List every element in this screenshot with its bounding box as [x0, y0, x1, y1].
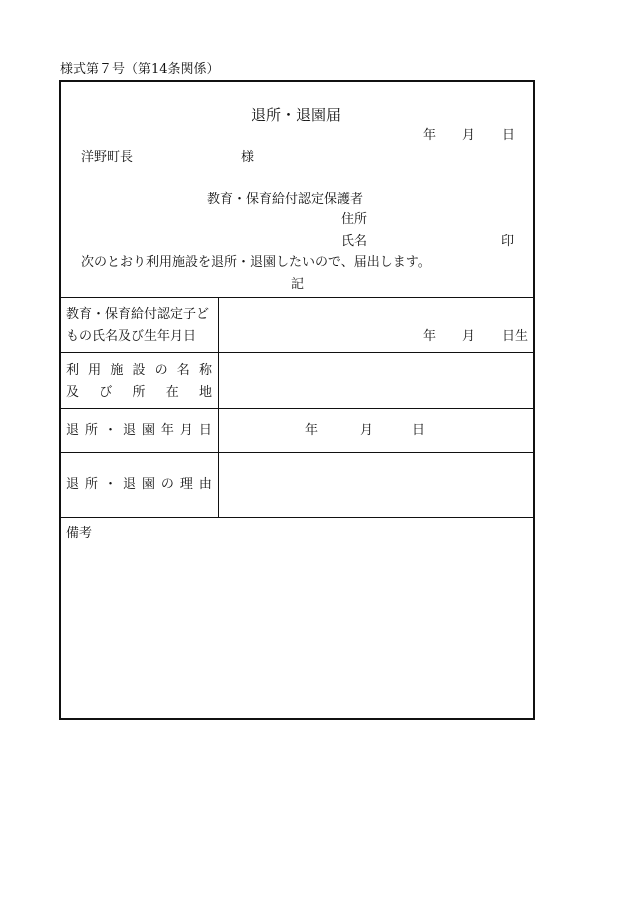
label-char: 園	[141, 423, 155, 438]
label-char: 施	[110, 363, 124, 378]
label-char: 所	[132, 385, 146, 400]
form-number: 様式第７号（第14条関係）	[60, 62, 220, 77]
applicant-address-label: 住所	[341, 212, 368, 227]
label-char: 月	[179, 423, 193, 438]
child-birth-year: 年	[423, 329, 437, 344]
seal-mark: 印	[501, 234, 515, 249]
remarks-label: 備考	[66, 526, 93, 541]
date-month: 月	[462, 128, 476, 143]
withdrawal-day: 日	[412, 423, 426, 438]
label-char: 由	[198, 477, 212, 492]
date-day: 日	[502, 128, 516, 143]
label-char: び	[99, 385, 113, 400]
addressee-name: 洋野町長	[81, 150, 134, 165]
label-char: の	[160, 477, 174, 492]
withdrawal-year: 年	[305, 423, 319, 438]
child-birth-month: 月	[462, 329, 476, 344]
label-char: ・	[103, 423, 117, 438]
label-column-divider	[218, 297, 219, 517]
label-char: 及	[66, 385, 80, 400]
facility-label-line2	[66, 386, 212, 399]
label-char: 退	[122, 423, 136, 438]
label-char: 称	[198, 363, 212, 378]
facility-label-line1	[66, 364, 212, 377]
label-char: 在	[165, 385, 179, 400]
form-box	[59, 80, 535, 720]
ki-mark: 記	[291, 277, 305, 292]
withdrawal-month: 月	[360, 423, 374, 438]
table-top-line	[61, 297, 533, 298]
row-divider-1	[61, 352, 533, 353]
statement-text: 次のとおり利用施設を退所・退園したいので、届出します。	[81, 255, 431, 270]
child-birth-day: 日生	[502, 329, 529, 344]
label-char: 名	[176, 363, 190, 378]
label-char: 園	[141, 477, 155, 492]
label-char: 退	[66, 477, 80, 492]
label-char: 日	[198, 423, 212, 438]
date-year: 年	[423, 128, 437, 143]
label-char: 退	[122, 477, 136, 492]
label-char: 利	[66, 363, 80, 378]
label-char: 設	[132, 363, 146, 378]
row-divider-2	[61, 408, 533, 409]
label-char: 理	[179, 477, 193, 492]
label-char: 年	[160, 423, 174, 438]
applicant-role-label: 教育・保育給付認定保護者	[207, 192, 364, 207]
child-label-line1: 教育・保育給付認定子ど	[66, 307, 210, 322]
addressee-honorific: 様	[241, 150, 255, 165]
row-divider-4	[61, 517, 533, 518]
applicant-name-label: 氏名	[341, 234, 368, 249]
label-char: の	[154, 363, 168, 378]
label-char: 用	[88, 363, 102, 378]
form-title: 退所・退園届	[251, 106, 342, 124]
label-char: 所	[84, 423, 98, 438]
row-divider-3	[61, 452, 533, 453]
reason-label	[66, 478, 212, 491]
label-char: 所	[84, 477, 98, 492]
label-char: 退	[66, 423, 80, 438]
label-char: 地	[198, 385, 212, 400]
withdrawal-date-label	[66, 424, 212, 437]
child-label-line2: もの氏名及び生年月日	[66, 329, 197, 344]
label-char: ・	[103, 477, 117, 492]
